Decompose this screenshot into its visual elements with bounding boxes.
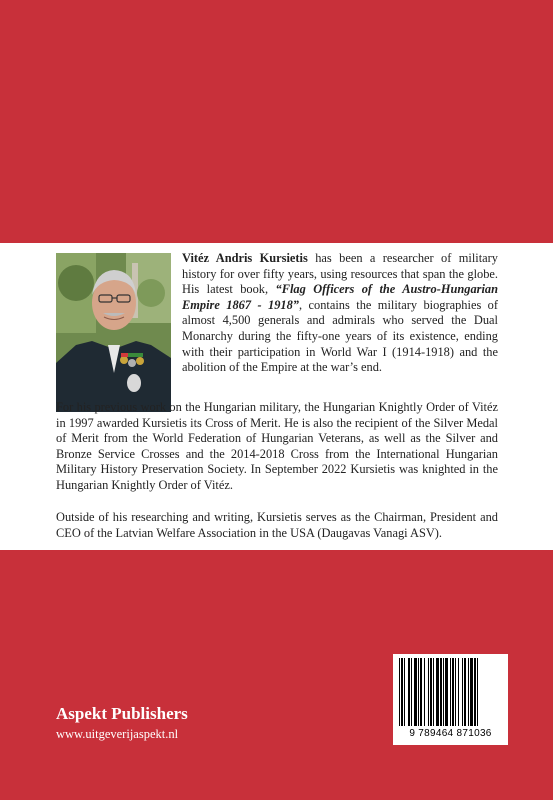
barcode-number: 9 789464 871036 [409,728,492,739]
roles-paragraph: Outside of his researching and writing, Kursietis serves as the Chairman, President and CEO of the Latvian Welfare Association in the USA (Daugavas Vanagi ASV). [56,510,498,540]
bio-intro-text: has been a researcher of military history for over fifty years, using resources that span the globe. His latest book, [182,251,498,297]
publisher-url[interactable]: www.uitgeverijaspekt.nl [56,727,179,741]
publisher-block [56,704,188,742]
awards-paragraph: For his previous work on the Hungarian military, the Hungarian Knightly Order of Vitéz in 1997 awarded Kursietis its Cross of Merit. He is also the recipient of the Silver Medal of Merit from the World Federation of Hungarian Veterans, as well as the Silver and Bronze Service Crosses and the 2014-2018 Cross from the International Hungarian Military History Preservation Society. In September 2022 Kursietis was knighted in the Hungarian Knightly Order of Vitéz. [56,400,498,492]
book-title: “Flag Officers of the Austro-Hungarian Empire 1867 - 1918” [182,282,498,312]
publisher-name: Aspekt Publishers [56,704,188,723]
barcode-bars [399,658,502,726]
author-photo [56,253,171,412]
isbn-barcode [393,654,508,745]
top-red-band [0,0,553,243]
bio-rest-text: , contains the military biographies of almost 4,500 generals and admirals who served the Dual Monarchy during the fifty-one years of its existence, ending with their participation in World War I (1914-1918) and the abolition of the Empire at the war’s end. [182,297,499,375]
author-bio-paragraph [182,251,498,376]
author-name: Vitéz Andris Kursietis [182,251,308,265]
